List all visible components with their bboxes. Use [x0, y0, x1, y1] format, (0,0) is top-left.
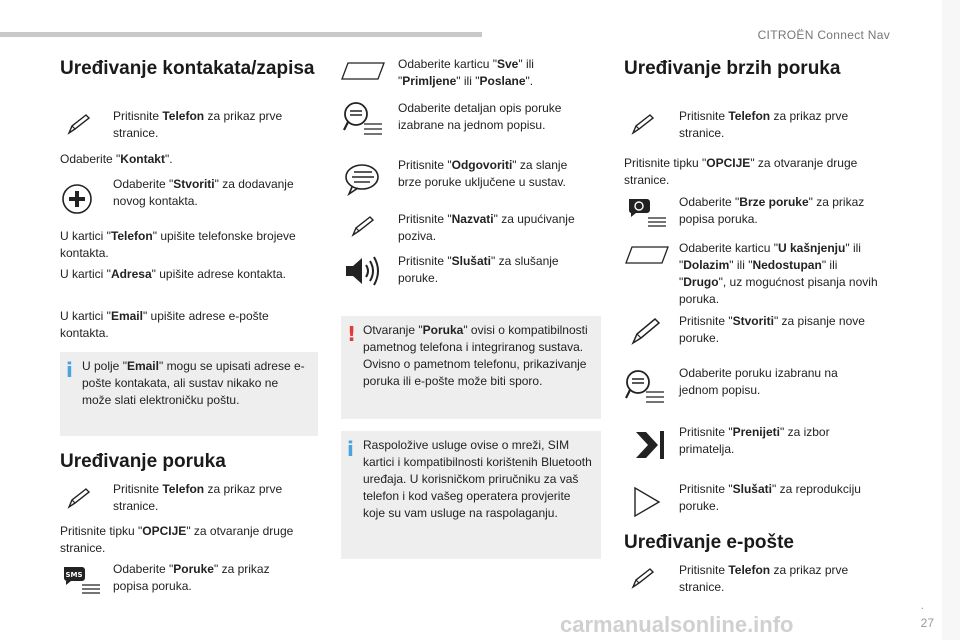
- page-number: 27: [920, 616, 934, 630]
- search-list-icon: [624, 368, 666, 408]
- text-mid-p3: Pritisnite "Odgovoriti" za slanje brze poruke uključene u sustav.: [398, 158, 568, 189]
- pencil-icon: [66, 486, 94, 510]
- section-title-messages: Uređivanje poruka: [60, 451, 226, 472]
- text-left-p5: U kartici "Adresa" upišite adrese kontakta.: [60, 267, 286, 281]
- pencil-icon: [350, 214, 378, 238]
- forward-arrow-icon: [632, 428, 666, 462]
- text-mid-p5: Pritisnite "Slušati" za slušanje poruke.: [398, 254, 559, 285]
- warning-icon: !: [347, 322, 357, 346]
- info-box-services: [341, 431, 601, 559]
- text-left-p6: U kartici "Email" upišite adrese e-pošte kontakta.: [60, 309, 269, 340]
- text-right-p1: Pritisnite Telefon za prikaz prve stranice.: [679, 109, 849, 140]
- section-title-contacts: Uređivanje kontakata/zapisa: [60, 58, 315, 79]
- pencil-icon: [630, 112, 658, 136]
- tab-parallelogram-icon: [624, 244, 670, 266]
- text-right-p3: Odaberite "Brze poruke" za prikaz popisa poruka.: [679, 195, 865, 226]
- info-box-email-text: U polje "Email" mogu se upisati adrese e-pošte kontakata, ali sustav nikako ne može slati elektroničku poštu.: [82, 359, 305, 407]
- section-title-quick-messages: Uređivanje brzih poruka: [624, 58, 841, 79]
- sms-list-icon: [62, 565, 102, 597]
- text-left-p9: Odaberite "Poruke" za prikaz popisa poruka.: [113, 562, 270, 593]
- page-edge-strip: [942, 0, 960, 640]
- pencil-icon: [66, 112, 94, 136]
- speaker-icon: [344, 255, 382, 287]
- text-mid-p4: Pritisnite "Nazvati" za upućivanje poziva.: [398, 212, 575, 243]
- text-right-p5: Pritisnite "Stvoriti" za pisanje nove poruke.: [679, 314, 865, 345]
- text-left-p3: Odaberite "Stvoriti" za dodavanje novog kontakta.: [113, 177, 294, 208]
- pencil-icon: [630, 566, 658, 590]
- header-rule: [0, 32, 482, 37]
- info-icon: i: [347, 437, 354, 461]
- text-right-p7: Pritisnite "Prenijeti" za izbor primatelja.: [679, 425, 830, 456]
- warning-box-text: Otvaranje "Poruka" ovisi o kompatibilnosti pametnog telefona i integriranog sustava. Ovisno o pametnom telefonu, prikazivanje poruka ili e-pošte može biti sporo.: [363, 323, 588, 388]
- page-dot: .: [920, 598, 924, 612]
- text-right-p8: Pritisnite "Slušati" za reprodukciju poruke.: [679, 482, 861, 513]
- text-left-p8: Pritisnite tipku "OPCIJE" za otvaranje druge stranice.: [60, 524, 294, 555]
- reply-bubble-icon: [344, 162, 382, 196]
- info-icon: i: [66, 358, 73, 382]
- play-icon: [632, 486, 662, 518]
- text-mid-p1: Odaberite karticu "Sve" ili "Primljene" ili "Poslane".: [398, 57, 534, 88]
- text-right-p9: Pritisnite Telefon za prikaz prve stranice.: [679, 563, 849, 594]
- header-title: CITROËN Connect Nav: [757, 28, 890, 42]
- text-left-p1: Pritisnite Telefon za prikaz prve stranice.: [113, 109, 283, 140]
- warning-box-messages: [341, 316, 601, 419]
- text-right-p2: Pritisnite tipku "OPCIJE" za otvaranje druge stranice.: [624, 156, 858, 187]
- text-left-p4: U kartici "Telefon" upišite telefonske brojeve kontakta.: [60, 229, 296, 260]
- info-box-email: [60, 352, 318, 436]
- plus-circle-icon: [62, 184, 92, 214]
- watermark: carmanualsonline.info: [560, 612, 794, 637]
- quick-message-list-icon: [626, 196, 668, 230]
- svg-text:SMS: SMS: [65, 571, 83, 579]
- text-left-p2: Odaberite "Kontakt".: [60, 152, 173, 166]
- search-list-icon: [342, 100, 384, 140]
- text-left-p7: Pritisnite Telefon za prikaz prve stranice.: [113, 482, 283, 513]
- tab-parallelogram-icon: [340, 60, 386, 82]
- section-title-email: Uređivanje e-pošte: [624, 532, 794, 553]
- text-right-p6: Odaberite poruku izabranu na jednom popisu.: [679, 366, 838, 397]
- info-box-services-text: Raspoložive usluge ovise o mreži, SIM kartici i kompatibilnosti korištenih Bluetooth uređaja. U korisničkom priručniku za vaš telefon i kod vašeg operatera provjerite koje su vam usluge na raspolaganju.: [363, 438, 592, 520]
- text-mid-p2: Odaberite detaljan opis poruke izabrane na jednom popisu.: [398, 101, 562, 132]
- text-right-p4: Odaberite karticu "U kašnjenju" ili "Dolazim" ili "Nedostupan" ili "Drugo", uz mogućnost pisanja novih poruka.: [679, 241, 878, 306]
- pencil-icon: [630, 316, 662, 346]
